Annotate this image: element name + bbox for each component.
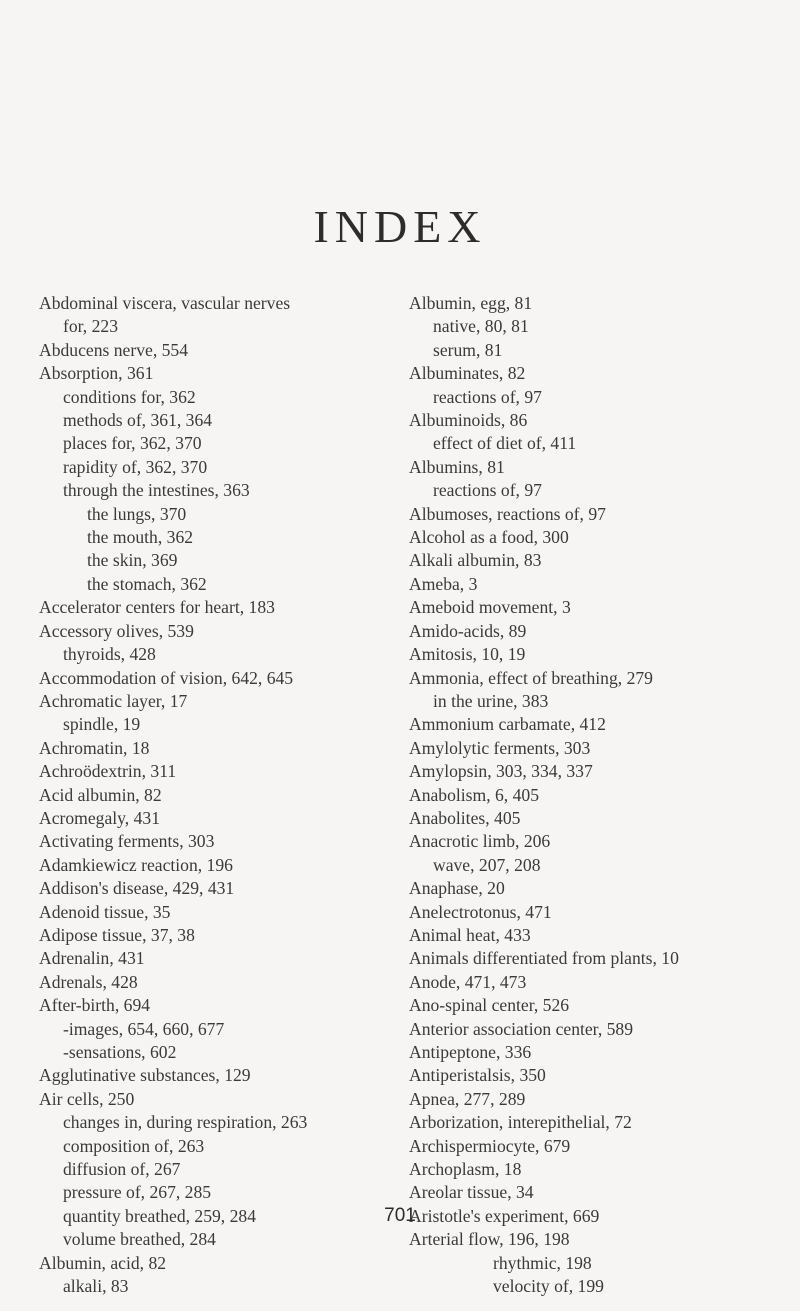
index-entry: methods of, 361, 364	[63, 410, 213, 431]
index-entry: places for, 362, 370	[63, 433, 202, 454]
index-entry: Achromatin, 18	[39, 737, 150, 758]
index-entry: Antiperistalsis, 350	[409, 1065, 546, 1086]
index-entry: Ammonia, effect of breathing, 279	[409, 667, 653, 688]
index-entry: changes in, during respiration, 263	[63, 1112, 308, 1133]
index-entry: spindle, 19	[63, 714, 141, 735]
index-entry: Animal heat, 433	[409, 924, 531, 945]
index-entry: Absorption, 361	[39, 363, 154, 384]
index-entry: Ano-spinal center, 526	[409, 995, 570, 1016]
index-entry: serum, 81	[433, 339, 503, 360]
index-entry: Areolar tissue, 34	[409, 1182, 534, 1203]
index-entry: Amitosis, 10, 19	[409, 644, 526, 665]
index-entry: reactions of, 97	[433, 386, 542, 407]
index-entry: Archoplasm, 18	[409, 1159, 522, 1180]
index-entry: Anelectrotonus, 471	[409, 901, 552, 922]
index-entry: thyroids, 428	[63, 644, 156, 665]
index-entry: Archispermiocyte, 679	[409, 1135, 571, 1156]
index-entry: Albumin, egg, 81	[409, 293, 533, 313]
index-entry: Ameboid movement, 3	[409, 597, 571, 618]
index-entry: Antipeptone, 336	[409, 1042, 532, 1062]
index-column-right	[409, 292, 794, 1298]
index-entry: Air cells, 250	[39, 1088, 135, 1109]
index-entry: in the urine, 383	[433, 690, 549, 711]
index-entry: the skin, 369	[87, 550, 178, 571]
index-entry: native, 80, 81	[433, 316, 529, 337]
index-entry: Agglutinative substances, 129	[39, 1065, 251, 1086]
index-entry: for, 223	[63, 316, 118, 337]
index-entry: -sensations, 602	[63, 1042, 177, 1062]
index-entry: the stomach, 362	[87, 573, 207, 594]
index-entry: Anacrotic limb, 206	[409, 831, 551, 852]
index-entry: Ameba, 3	[409, 573, 478, 594]
index-entry: Anterior association center, 589	[409, 1018, 634, 1039]
index-entry: wave, 207, 208	[433, 854, 541, 875]
index-entry: Arborization, interepithelial, 72	[409, 1112, 632, 1133]
index-entry: reactions of, 97	[433, 480, 542, 501]
index-entry: Ammonium carbamate, 412	[409, 714, 606, 735]
index-entry: the mouth, 362	[87, 527, 194, 548]
index-entry: Albumoses, reactions of, 97	[409, 503, 606, 524]
index-entry: Adrenalin, 431	[39, 948, 145, 969]
index-entry: Abducens nerve, 554	[39, 339, 189, 360]
index-entry: the lungs, 370	[87, 503, 187, 524]
index-entry: Adrenals, 428	[39, 971, 138, 992]
index-entry: Addison's disease, 429, 431	[39, 878, 235, 899]
index-entry: Amylopsin, 303, 334, 337	[409, 761, 593, 782]
index-entry: composition of, 263	[63, 1135, 205, 1156]
index-entry: through the intestines, 363	[63, 480, 250, 501]
index-entry: Albumins, 81	[409, 456, 505, 477]
index-entry: Alkali albumin, 83	[409, 550, 542, 571]
index-entry: Achroödextrin, 311	[39, 761, 177, 782]
index-entry: Adipose tissue, 37, 38	[39, 924, 195, 945]
index-entry: Albumin, acid, 82	[39, 1252, 167, 1273]
index-entry: Anabolites, 405	[409, 807, 521, 828]
index-entry: velocity of, 199	[493, 1276, 604, 1297]
index-entry: Accommodation of vision, 642, 645	[39, 667, 294, 688]
index-entry: After-birth, 694	[39, 995, 151, 1016]
index-entry: Arterial flow, 196, 198	[409, 1229, 570, 1250]
index-entry: quantity breathed, 259, 284	[63, 1205, 256, 1226]
index-entry: Accelerator centers for heart, 183	[39, 597, 275, 618]
index-entry: Anaphase, 20	[409, 878, 505, 899]
index-entry: effect of diet of, 411	[433, 433, 577, 454]
index-entry: -images, 654, 660, 677	[63, 1018, 225, 1039]
index-entry: Animals differentiated from plants, 10	[409, 948, 679, 969]
index-entry: Anabolism, 6, 405	[409, 784, 539, 805]
index-entry: Amido-acids, 89	[409, 620, 527, 641]
index-entry: Activating ferments, 303	[39, 831, 215, 852]
index-entry: Acid albumin, 82	[39, 784, 162, 805]
index-entry: Apnea, 277, 289	[409, 1088, 526, 1109]
index-entry: pressure of, 267, 285	[63, 1182, 212, 1203]
index-entry: Achromatic layer, 17	[39, 690, 188, 711]
index-entry: diffusion of, 267	[63, 1159, 181, 1180]
index-entry: rapidity of, 362, 370	[63, 456, 208, 477]
index-entry: Albuminates, 82	[409, 363, 526, 384]
index-entry: Albuminoids, 86	[409, 410, 528, 431]
index-entry: Adenoid tissue, 35	[39, 901, 171, 922]
index-entry: Anode, 471, 473	[409, 971, 527, 992]
page-title: INDEX	[313, 201, 487, 252]
index-entry: Aristotle's experiment, 669	[409, 1205, 600, 1226]
index-entry: volume breathed, 284	[63, 1229, 216, 1250]
index-entry: Accessory olives, 539	[39, 620, 194, 641]
page-number: 701	[384, 1205, 416, 1226]
index-column-left	[39, 292, 399, 1298]
index-entry: conditions for, 362	[63, 386, 196, 407]
index-entry: Alcohol as a food, 300	[409, 527, 569, 548]
index-entry: Adamkiewicz reaction, 196	[39, 854, 233, 875]
index-entry: Acromegaly, 431	[39, 807, 160, 828]
index-entry: Amylolytic ferments, 303	[409, 737, 591, 758]
index-entry: rhythmic, 198	[493, 1252, 592, 1273]
index-entry: alkali, 83	[63, 1276, 129, 1297]
index-entry: Abdominal viscera, vascular nerves	[39, 293, 291, 313]
